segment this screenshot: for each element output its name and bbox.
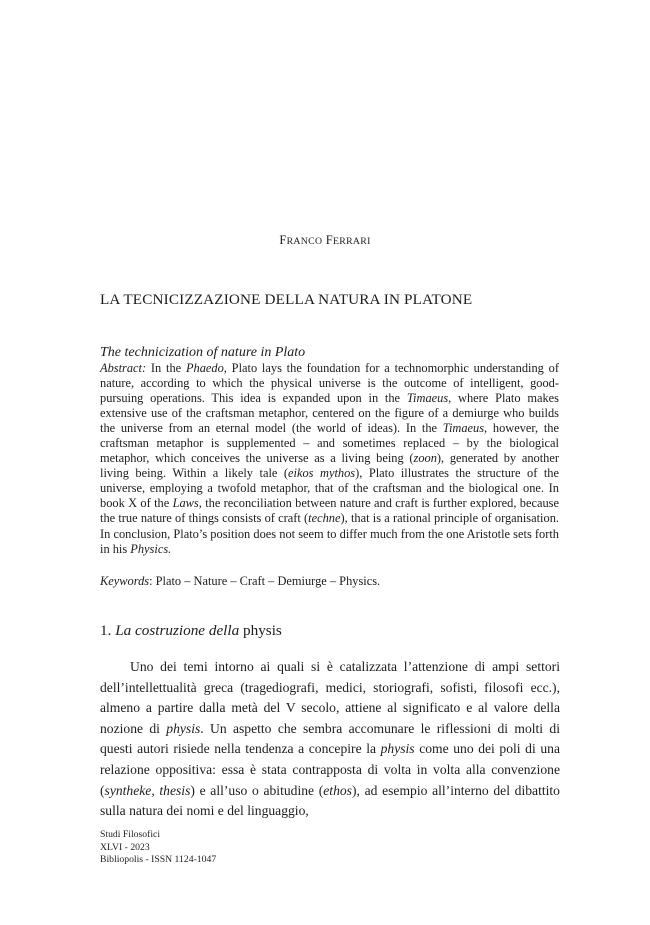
journal-name: Studi Filosofici	[100, 829, 161, 840]
abstract-label: Abstract:	[100, 361, 147, 375]
article-title: LA TECNICIZZAZIONE DELLA NATURA IN PLATONE	[100, 291, 473, 308]
journal-volume: XLVI - 2023	[100, 841, 150, 853]
keywords-label: Keywords	[100, 574, 150, 588]
keywords-list: : Plato – Nature – Craft – Demiurge – Physics.	[149, 574, 381, 588]
page-footer	[100, 829, 400, 867]
english-title: The technicization of nature in Plato	[100, 345, 306, 360]
keywords	[100, 574, 559, 589]
abstract-text: Abstract: In the Phaedo, Plato lays the foundation for a technomorphic understanding of nature, according to which the physical universe is the outcome of intelligent, good-pursuing operations. This idea is expanded upon in the Timaeus, where Plato makes extensive use of the craftsman metaphor, centered on the figure of a demiurge who builds the universe from an eternal model (the world of ideas). In the Timaeus, however, the craftsman metaphor is supplemented – and sometimes replaced – by the biological metaphor, which conceives the universe as a living being (zoon), generated by another living being. Within a likely tale (eikos mythos), Plato illustrates the structure of the universe, employing a twofold metaphor, that of the craftsman and the biological one. In book X of the Laws, the reconciliation between nature and craft is further explored, because the true nature of things consists of craft (techne), that is a rational principle of organisation. In conclusion, Plato’s position does not seem to differ much from the one Aristotle sets forth in his Physics.	[100, 361, 559, 556]
publisher-info: Bibliopolis - ISSN 1124-1047	[100, 854, 217, 866]
author-name: FRANCO FERRARI	[279, 233, 371, 247]
abstract-block	[100, 345, 559, 557]
body-paragraph: Uno dei temi intorno ai quali si è catalizzata l’attenzione di ampi settori dell’intellettualità greca (tragediografi, medici, storiografi, sofisti, filosofi ecc.), almeno a partire dalla metà del V secolo, attiene al significato e al valore della nozione di physis. Un aspetto che sembra accomunare le riflessioni di molti di questi autori risiede nella tendenza a concepire la physis come uno dei poli di una relazione oppositiva: essa è stata contrapposta di volta in volta alla convenzione (syntheke, thesis) e all’uso o abitudine (ethos), ad esempio all’interno del dibattito sulla natura dei nomi e del linguaggio,	[100, 659, 561, 819]
section-heading: 1. La costruzione della physis	[100, 622, 282, 639]
